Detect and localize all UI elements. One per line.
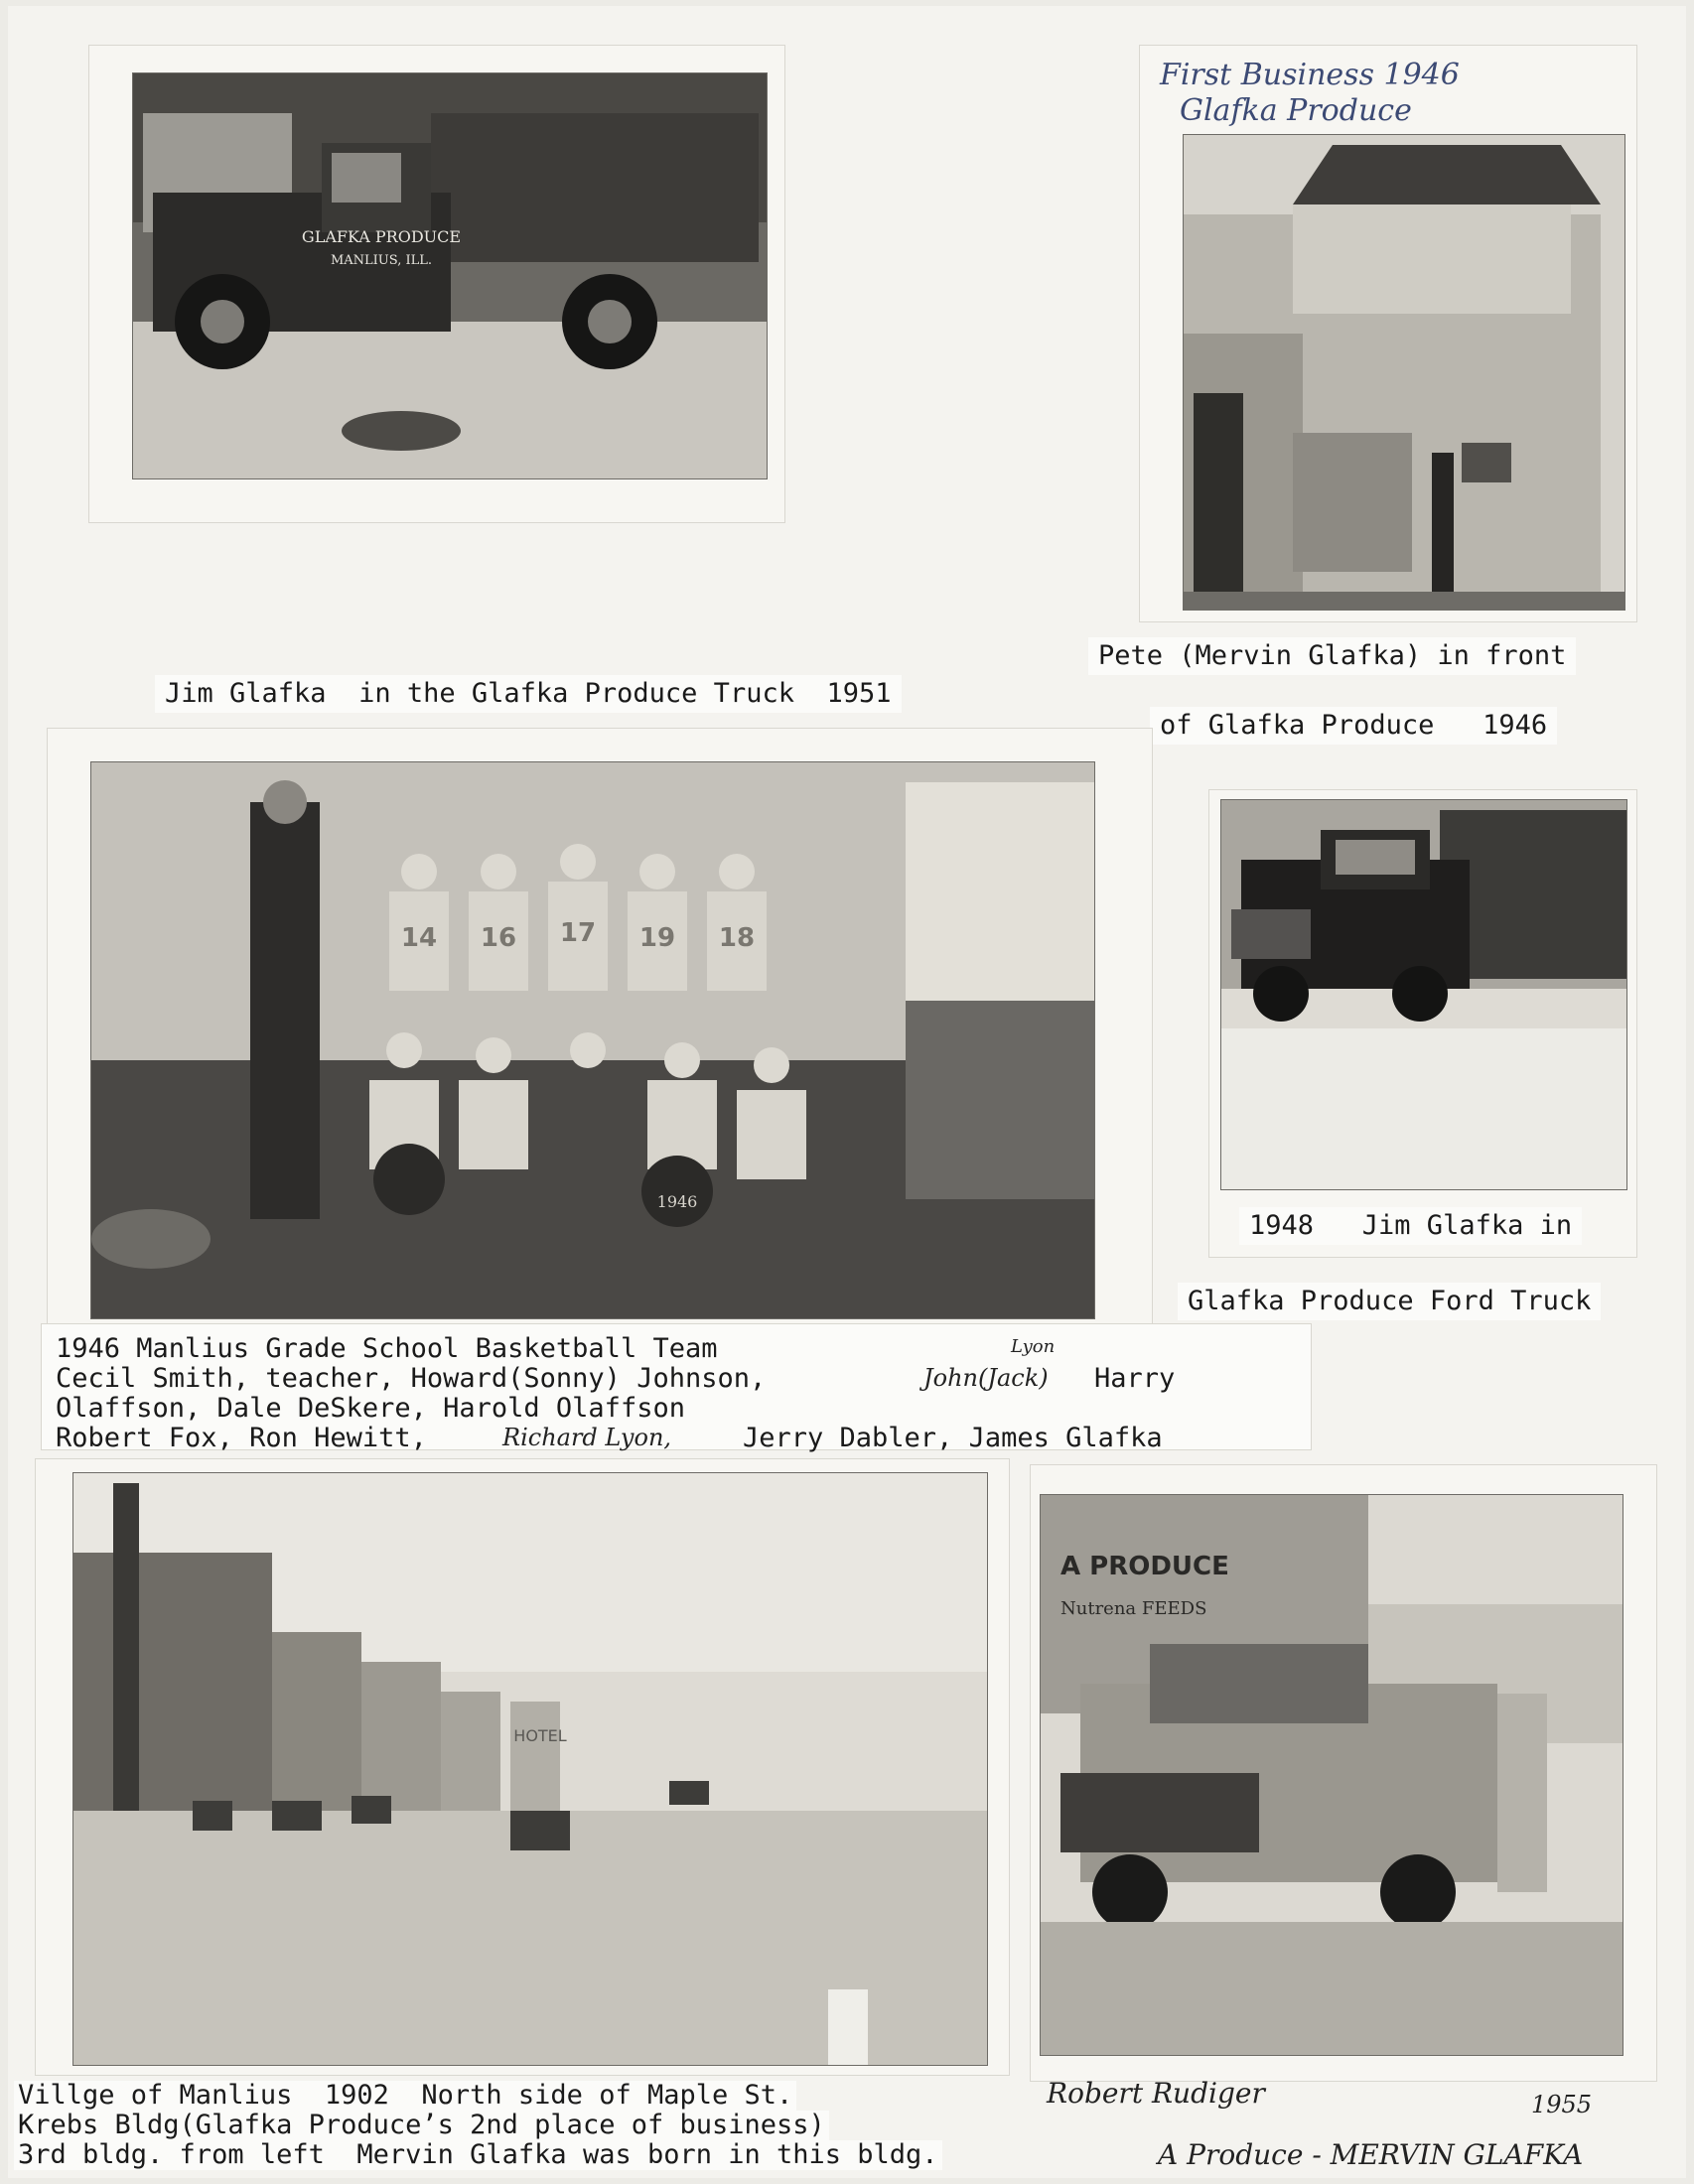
caption-store-1946-line2: of Glafka Produce 1946 <box>1150 707 1557 745</box>
caption-truck-1951: Jim Glafka in the Glafka Produce Truck 1951 <box>155 675 902 713</box>
photo-store-1946 <box>1184 135 1624 610</box>
team-caption-hand-lyon: Lyon <box>1011 1336 1056 1357</box>
handwritten-glafka-produce: Glafka Produce <box>1180 93 1412 128</box>
store-sign: A PRODUCE <box>1060 1552 1229 1581</box>
photo-truck-1951 <box>133 73 767 478</box>
team-caption-line4b: Jerry Dabler, James Glafka <box>743 1423 1163 1453</box>
team-caption-hand-john: John(Jack) <box>923 1364 1049 1392</box>
team-caption-hand-richard: Richard Lyon, <box>502 1424 672 1451</box>
hotel-sign: HOTEL <box>513 1726 567 1745</box>
handwritten-mervin-glafka: A Produce - MERVIN GLAFKA <box>1158 2138 1584 2171</box>
team-caption-line2a: Cecil Smith, teacher, Howard(Sonny) Johnson, <box>56 1363 767 1394</box>
photo-truck-1955 <box>1041 1495 1623 2055</box>
jersey-number: 19 <box>638 923 676 953</box>
handwritten-year-1955: 1955 <box>1531 2091 1593 2118</box>
caption-store-1946-line1: Pete (Mervin Glafka) in front <box>1088 637 1576 675</box>
handwritten-robert-rudiger: Robert Rudiger <box>1047 2077 1265 2110</box>
team-caption-line2b: Harry <box>1094 1363 1176 1394</box>
jersey-number: 16 <box>480 923 517 953</box>
caption-truck-1948-line2: Glafka Produce Ford Truck <box>1178 1283 1601 1320</box>
truck-door-lettering-2: MANLIUS, ILL. <box>330 253 433 268</box>
caption-village-1902-line2: Krebs Bldg(Glafka Produce’s 2nd place of business) <box>14 2111 829 2140</box>
caption-village-1902-line1: Villge of Manlius 1902 North side of Maple St. <box>14 2081 796 2111</box>
truck-door-lettering-1: GLAFKA PRODUCE <box>301 227 462 246</box>
team-caption-line1: 1946 Manlius Grade School Basketball Team <box>56 1333 718 1364</box>
jersey-number: 14 <box>400 923 438 953</box>
store-sign-feeds: Nutrena FEEDS <box>1060 1598 1207 1619</box>
photo-team-1946 <box>91 762 1094 1318</box>
handwritten-first-business: First Business 1946 <box>1160 58 1460 92</box>
photo-truck-1948 <box>1221 800 1626 1189</box>
ball-year: 1946 <box>656 1192 698 1211</box>
caption-village-1902-line3: 3rd bldg. from left Mervin Glafka was born in this bldg. <box>14 2140 942 2170</box>
jersey-number: 17 <box>559 918 597 948</box>
team-caption-line3: Olaffson, Dale DeSkere, Harold Olaffson <box>56 1393 685 1424</box>
team-caption-line4a: Robert Fox, Ron Hewitt, <box>56 1423 427 1453</box>
caption-truck-1948-line1: 1948 Jim Glafka in <box>1239 1207 1582 1245</box>
jersey-number: 18 <box>718 923 756 953</box>
photo-village-1902 <box>73 1473 987 2065</box>
scrapbook-page <box>8 6 1686 2178</box>
